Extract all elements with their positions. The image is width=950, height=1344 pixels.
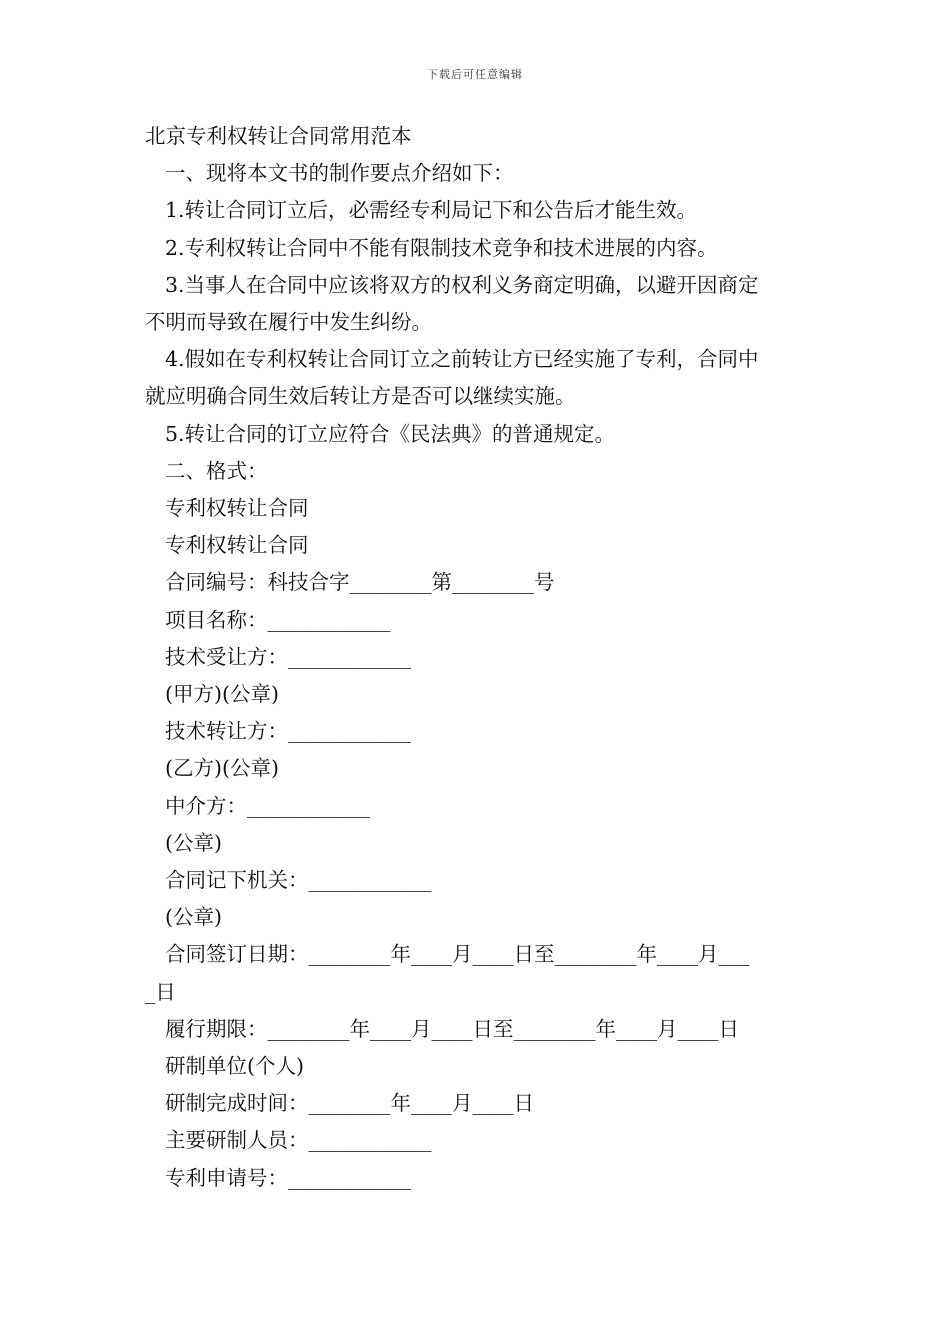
patent-application-number-field: 专利申请号：____________ — [165, 1165, 411, 1190]
contract-number-field: 合同编号：科技合字________第________号 — [165, 570, 555, 595]
sign-date-line-2: _日 — [145, 979, 176, 1004]
point-5: 5.转让合同的订立应符合《民法典》的普通规定。 — [165, 421, 616, 446]
intermediary-field: 中介方：____________ — [165, 793, 370, 818]
transferor-field: 技术转让方：____________ — [165, 719, 411, 744]
main-developers-field: 主要研制人员：____________ — [165, 1128, 432, 1153]
performance-period-field: 履行期限：________年____月____日至________年____月____日 — [165, 1016, 739, 1041]
section-2-heading: 二、格式： — [165, 458, 268, 483]
registration-authority-field: 合同记下机关：____________ — [165, 868, 432, 893]
section-1-heading: 一、现将本文书的制作要点介绍如下： — [165, 161, 514, 186]
point-2: 2.专利权转让合同中不能有限制技术竞争和技术进展的内容。 — [165, 235, 718, 260]
project-name-field: 项目名称：____________ — [165, 607, 391, 632]
point-3-line-1: 3.当事人在合同中应该将双方的权利义务商定明确，以避开因商定 — [165, 272, 759, 297]
form-title-2: 专利权转让合同 — [165, 533, 309, 558]
dev-completion-field: 研制完成时间：________年____月____日 — [165, 1091, 534, 1116]
sign-date-line-1: 合同签订日期：________年____月____日至________年____月___ — [165, 942, 750, 967]
intermediary-seal: (公章) — [165, 830, 222, 855]
point-4-line-2: 就应明确合同生效后转让方是否可以继续实施。 — [145, 384, 576, 409]
party-b-seal: (乙方)(公章) — [165, 756, 279, 781]
form-title-1: 专利权转让合同 — [165, 496, 309, 521]
document-body — [145, 118, 815, 1197]
registration-seal: (公章) — [165, 905, 222, 930]
party-a-seal: (甲方)(公章) — [165, 682, 279, 707]
document-title: 北京专利权转让合同常用范本 — [145, 124, 412, 148]
point-4-line-1: 4.假如在专利权转让合同订立之前转让方已经实施了专利，合同中 — [165, 347, 759, 372]
page-header: 下载后可任意编辑 — [427, 68, 523, 81]
point-3-line-2: 不明而导致在履行中发生纠纷。 — [145, 310, 432, 335]
dev-unit-field: 研制单位(个人) — [165, 1054, 304, 1079]
point-1: 1.转让合同订立后，必需经专利局记下和公告后才能生效。 — [165, 198, 698, 223]
transferee-field: 技术受让方：____________ — [165, 644, 411, 669]
